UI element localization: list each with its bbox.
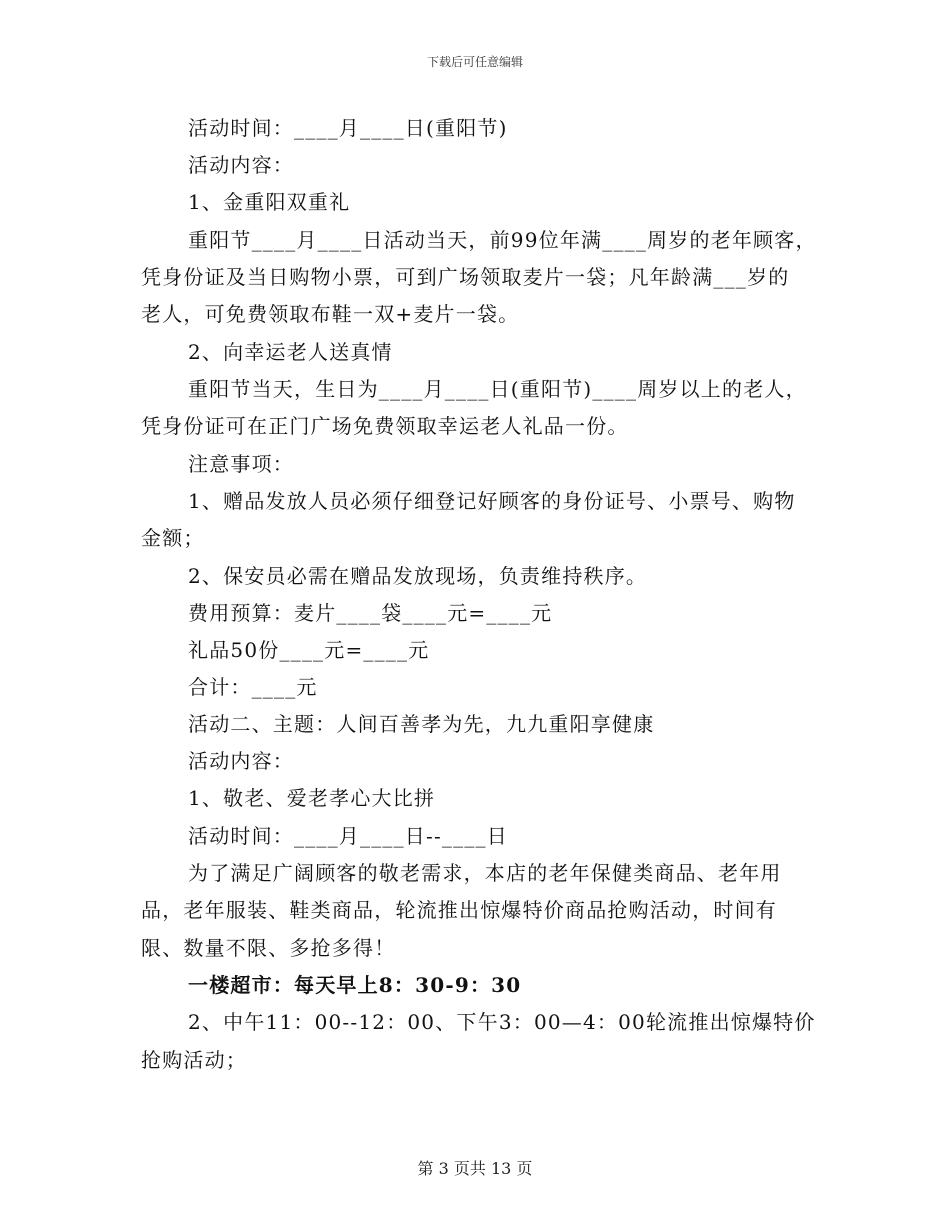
text-line: 抢购活动； bbox=[141, 1048, 247, 1072]
text-line: 品，老年服装、鞋类商品，轮流推出惊爆特价商品抢购活动，时间有 bbox=[141, 898, 777, 922]
text-line: 限、数量不限、多抢多得！ bbox=[141, 936, 396, 960]
text-line: 2、保安员必需在赠品发放现场，负责维持秩序。 bbox=[188, 564, 648, 588]
text-line: 为了满足广阔顾客的敬老需求，本店的老年保健类商品、老年用 bbox=[188, 861, 782, 885]
text-line: 重阳节____月____日活动当天，前99位年满____周岁的老年顾客， bbox=[188, 228, 817, 252]
text-line: 老人，可免费领取布鞋一双+麦片一袋。 bbox=[141, 302, 520, 326]
text-line: 合计：____元 bbox=[188, 675, 318, 699]
text-line: 1、赠品发放人员必须仔细登记好顾客的身份证号、小票号、购物 bbox=[188, 489, 796, 513]
text-line: 活动内容： bbox=[188, 749, 294, 773]
text-line: 注意事项： bbox=[188, 452, 294, 476]
text-line: 凭身份证可在正门广场免费领取幸运老人礼品一份。 bbox=[141, 414, 629, 438]
text-line: 1、敬老、爱老孝心大比拼 bbox=[188, 786, 436, 810]
text-line: 重阳节当天，生日为____月____日(重阳节)____周岁以上的老人， bbox=[188, 377, 807, 401]
page-footer: 第 3 页共 13 页 bbox=[417, 1159, 533, 1178]
text-line: 2、向幸运老人送真情 bbox=[188, 340, 393, 364]
text-line: 活动内容： bbox=[188, 153, 294, 177]
text-line: 礼品50份____元=____元 bbox=[188, 638, 430, 662]
text-line: 1、金重阳双重礼 bbox=[188, 190, 351, 214]
text-line: 金额； bbox=[141, 526, 205, 550]
text-line: 活动时间：____月____日(重阳节) bbox=[188, 116, 508, 140]
header-note: 下载后可任意编辑 bbox=[426, 55, 523, 69]
text-line: 活动二、主题：人间百善孝为先，九九重阳享健康 bbox=[188, 712, 655, 736]
text-line: 凭身份证及当日购物小票，可到广场领取麦片一袋；凡年龄满___岁的 bbox=[141, 265, 790, 289]
text-line: 一楼超市：每天早上8：30-9：30 bbox=[188, 973, 522, 997]
text-line: 2、中午11：00--12：00、下午3：00—4：00轮流推出惊爆特价 bbox=[188, 1010, 816, 1034]
text-line: 活动时间：____月____日--____日 bbox=[188, 824, 508, 848]
text-line: 费用预算：麦片____袋____元=____元 bbox=[188, 601, 553, 625]
